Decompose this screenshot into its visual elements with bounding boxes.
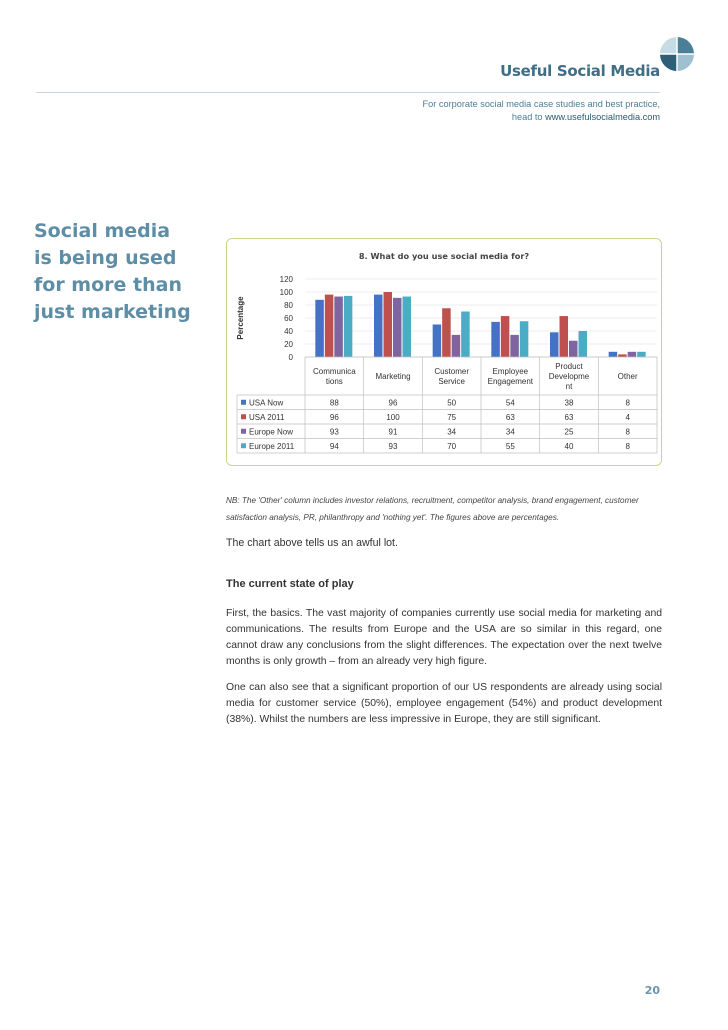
- legend-swatch: [241, 400, 246, 405]
- chart-footnote: NB: The 'Other' column includes investor relations, recruitment, competitor analysis, brand engagement, customer satisfaction analysis, PR, philanthropy and 'nothing yet'. The figures above are percentages.: [226, 496, 639, 522]
- bar: [315, 300, 324, 357]
- bar: [452, 335, 461, 357]
- bar: [384, 292, 393, 357]
- y-tick-label: 120: [279, 275, 293, 284]
- bar: [334, 297, 343, 357]
- y-tick-label: 20: [284, 340, 293, 349]
- data-table-value: 50: [447, 398, 457, 408]
- y-tick-label: 0: [288, 353, 293, 362]
- data-table-value: 8: [625, 398, 630, 408]
- paragraph-2: One can also see that a significant proportion of our US respondents are already using social media for customer service (50%), employee engagement (54%) and product development (38%). Whilst the numbers are less impressive in Europe, they are still significant.: [226, 682, 662, 725]
- data-table-value: 34: [447, 427, 457, 437]
- legend-label: USA 2011: [249, 412, 285, 422]
- bar-chart: [227, 239, 663, 467]
- intro-text: The chart above tells us an awful lot.: [226, 537, 398, 549]
- data-table-value: 55: [505, 441, 515, 451]
- bar: [344, 296, 353, 357]
- chart-title: 8. What do you use social media for?: [358, 251, 530, 261]
- bar: [520, 321, 529, 357]
- data-table-value: 96: [388, 398, 398, 408]
- page-number: 20: [644, 984, 660, 997]
- tagline-prefix: head to: [511, 112, 546, 122]
- data-table-value: 38: [564, 398, 574, 408]
- data-table-value: 96: [329, 412, 339, 422]
- website-link[interactable]: www.usefulsocialmedia.com: [545, 112, 660, 122]
- brand-name: Useful Social Media: [500, 62, 660, 80]
- header-divider: [36, 92, 660, 93]
- bar: [628, 352, 637, 357]
- data-table-value: 100: [386, 412, 400, 422]
- paragraph-1: First, the basics. The vast majority of companies currently use social media for marketing and communications. The results from Europe and the USA are so similar in this regard, one cannot draw any conclusions from the slight differences. The expectation over the next twelve months is only growth – from an already very high figure.: [226, 608, 662, 667]
- data-table-value: 8: [625, 441, 630, 451]
- bar: [433, 325, 442, 358]
- legend-swatch: [241, 443, 246, 448]
- bar: [403, 297, 412, 357]
- sidebar-heading: Social media is being used for more than just marketing: [34, 220, 191, 323]
- legend-swatch: [241, 429, 246, 434]
- x-category-label: Service: [438, 377, 466, 386]
- y-tick-label: 80: [284, 301, 293, 310]
- x-category-label: Communica: [312, 367, 356, 376]
- x-category-label: Product: [555, 362, 583, 371]
- bar: [393, 298, 402, 357]
- data-table-value: 75: [447, 412, 457, 422]
- x-category-label: Developme: [548, 372, 590, 381]
- legend-label: Europe 2011: [249, 441, 295, 451]
- bar: [569, 341, 578, 357]
- x-category-label: Marketing: [375, 372, 411, 381]
- legend-label: USA Now: [249, 398, 284, 408]
- bar: [374, 295, 383, 357]
- data-table-value: 94: [329, 441, 339, 451]
- y-axis-label: Percentage: [236, 296, 245, 340]
- data-table-value: 88: [329, 398, 339, 408]
- data-table-value: 63: [505, 412, 515, 422]
- x-category-label: nt: [565, 382, 573, 391]
- x-category-label: tions: [325, 377, 343, 386]
- tagline-link-line: [423, 111, 660, 124]
- bar: [491, 322, 500, 357]
- bar: [325, 295, 334, 357]
- data-table-value: 4: [625, 412, 630, 422]
- section-subheading: The current state of play: [226, 578, 354, 590]
- data-table-value: 40: [564, 441, 574, 451]
- bar: [560, 316, 569, 357]
- bar: [550, 332, 559, 357]
- legend-label: Europe Now: [249, 427, 294, 437]
- bar: [510, 335, 519, 357]
- data-table-value: 93: [388, 441, 398, 451]
- data-table-value: 91: [388, 427, 398, 437]
- tagline-text: For corporate social media case studies and best practice,: [422, 99, 660, 109]
- x-category-label: Other: [617, 372, 638, 381]
- bar: [442, 308, 451, 357]
- x-category-label: Employee: [492, 367, 529, 376]
- bar: [618, 354, 627, 357]
- y-tick-label: 40: [284, 327, 293, 336]
- x-category-label: Customer: [434, 367, 470, 376]
- data-table-value: 34: [505, 427, 515, 437]
- bar: [637, 352, 646, 357]
- chart-container: [226, 238, 662, 466]
- legend-swatch: [241, 414, 246, 419]
- data-table-value: 25: [564, 427, 574, 437]
- data-table-value: 8: [625, 427, 630, 437]
- x-category-label: Engagement: [487, 377, 534, 386]
- y-tick-label: 60: [284, 314, 293, 323]
- header-tagline: [423, 98, 660, 124]
- bar: [609, 352, 618, 357]
- data-table-value: 54: [505, 398, 515, 408]
- bar: [579, 331, 588, 357]
- data-table-value: 93: [329, 427, 339, 437]
- y-tick-label: 100: [279, 288, 293, 297]
- data-table-value: 70: [447, 441, 457, 451]
- bar: [461, 312, 470, 358]
- bar: [501, 316, 510, 357]
- brand-logo-icon: [659, 36, 695, 72]
- data-table-value: 63: [564, 412, 574, 422]
